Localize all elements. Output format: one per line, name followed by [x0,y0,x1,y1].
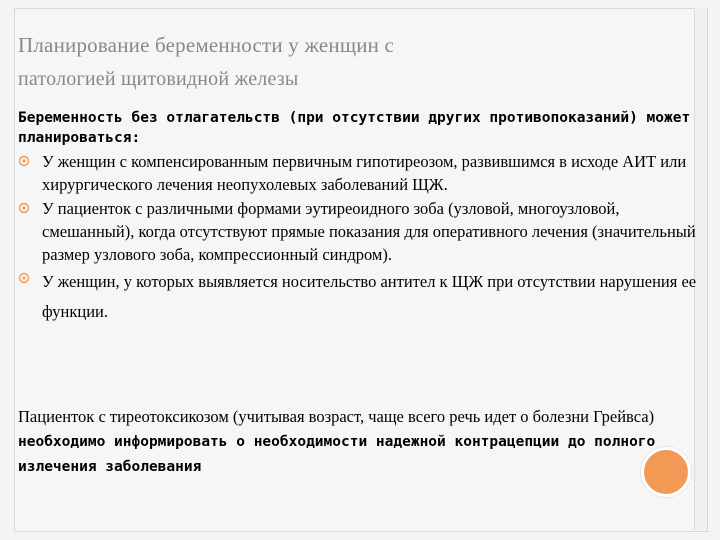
bullet-list [18,150,698,327]
intro-text: Беременность без отлагательств (при отсутствии других противопоказаний) может планироваться: [18,110,691,146]
title-line-2: патологией щитовидной железы [18,68,299,90]
closing-bold-text: необходимо информировать о необходимости надежной контрацепции до полного излечения заболевания [18,434,656,475]
list-item-text: У пациенток с различными формами эутиреоидного зоба (узловой, многоузловой, смешанный), когда отсутствуют прямые показания для оперативного лечения (значительный размер узлового зоба, компрессионный синдром). [42,199,696,264]
closing-paragraph [18,405,698,479]
list-item [18,267,698,327]
list-item-text: У женщин с компенсированным первичным гипотиреозом, развившимся в исходе АИТ или хирургического лечения неопухолевых заболеваний ЩЖ. [42,152,687,194]
title-line-1: Планирование беременности у женщин с [18,33,395,57]
ornamental-circle-bullet-icon [18,155,30,167]
decorative-orange-circle [641,447,691,497]
list-item-text: У женщин, у которых выявляется носительство антител к ЩЖ при отсутствии нарушения ее функции. [42,272,697,321]
list-item [18,150,698,196]
slide-title [18,28,658,96]
ornamental-circle-bullet-icon [18,202,30,214]
closing-normal-text: Пациенток с тиреотоксикозом (учитывая возраст, чаще всего речь идет о болезни Грейвса) [18,407,655,426]
ornamental-circle-bullet-icon [18,272,30,284]
list-item [18,197,698,266]
